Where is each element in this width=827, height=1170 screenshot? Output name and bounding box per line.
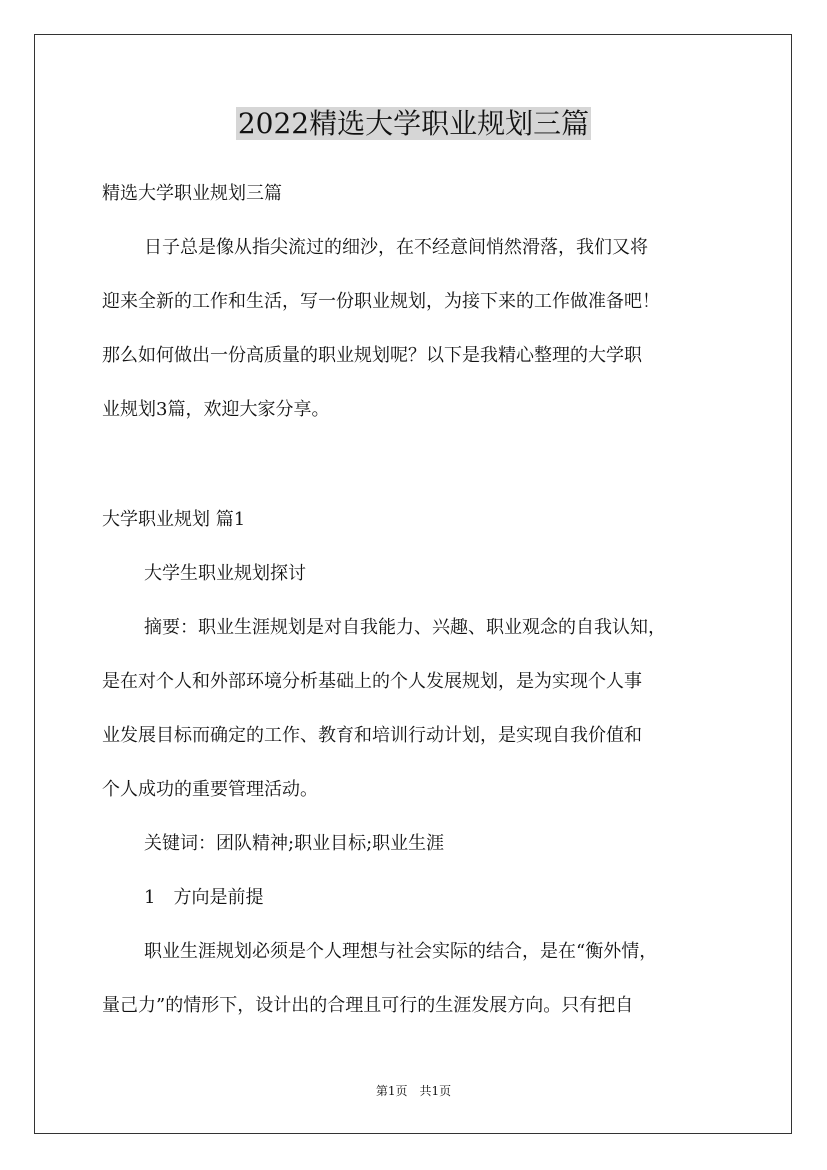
abstract-line: 业发展目标而确定的工作、教育和培训行动计划，是实现自我价值和: [102, 725, 642, 746]
article-title: 大学生职业规划探讨: [144, 563, 306, 584]
abstract-line: 是在对个人和外部环境分析基础上的个人发展规划，是为实现个人事: [102, 671, 642, 692]
abstract-line: 个人成功的重要管理活动。: [102, 779, 318, 800]
intro-line: 日子总是像从指尖流过的细沙，在不经意间悄然滑落，我们又将: [144, 237, 648, 258]
keywords: 关键词：团队精神;职业目标;职业生涯: [144, 833, 445, 854]
intro-line: 迎来全新的工作和生活，写一份职业规划，为接下来的工作做准备吧！: [102, 291, 660, 312]
subtitle: 精选大学职业规划三篇: [102, 183, 282, 204]
abstract-line: 摘要：职业生涯规划是对自我能力、兴趣、职业观念的自我认知，: [144, 617, 666, 638]
document-title: [0, 104, 827, 144]
document-title-text: 2022精选大学职业规划三篇: [237, 107, 590, 140]
body-line: 量己力”的情形下，设计出的合理且可行的生涯发展方向。只有把自: [102, 995, 634, 1016]
intro-line: 那么如何做出一份高质量的职业规划呢？以下是我精心整理的大学职: [102, 345, 642, 366]
intro-line: 业规划3篇，欢迎大家分享。: [102, 399, 330, 420]
page-footer: 第1页 共1页: [375, 1084, 452, 1098]
body-line: 职业生涯规划必须是个人理想与社会实际的结合，是在“衡外情，: [144, 941, 658, 962]
point-heading: 1 方向是前提: [144, 887, 264, 908]
section-heading: 大学职业规划 篇1: [102, 509, 246, 530]
